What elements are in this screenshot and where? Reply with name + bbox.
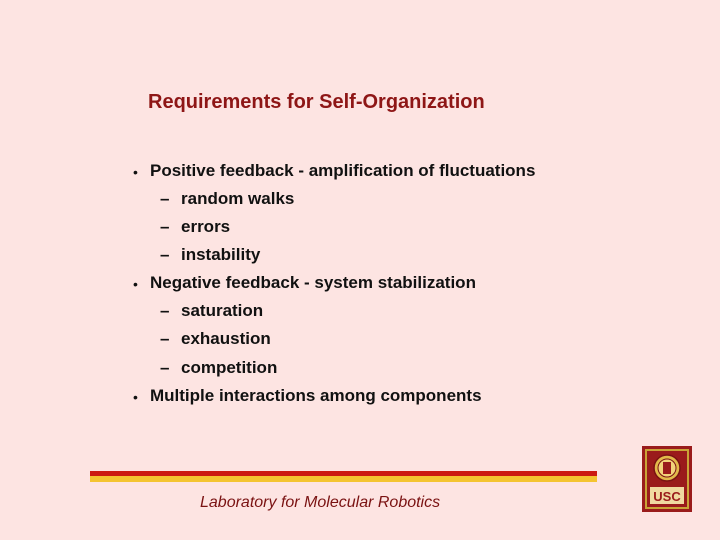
bullet-item-positive-feedback: Positive feedback - amplification of fluctuations xyxy=(150,161,536,180)
subitem-instability: instability xyxy=(181,245,261,264)
bullet-marker: • xyxy=(133,276,138,292)
slide-title: Requirements for Self-Organization xyxy=(148,91,485,113)
bullet-marker: • xyxy=(133,164,138,180)
subitem-saturation: saturation xyxy=(181,301,264,320)
subitem-competition: competition xyxy=(181,358,278,377)
footer-label: Laboratory for Molecular Robotics xyxy=(200,494,441,511)
dash-marker: – xyxy=(160,189,170,208)
bullet-marker: • xyxy=(133,389,138,405)
dash-marker: – xyxy=(160,358,170,377)
dash-marker: – xyxy=(160,329,170,348)
dash-marker: – xyxy=(160,217,170,236)
logo-text: USC xyxy=(653,489,681,504)
subitem-exhaustion: exhaustion xyxy=(181,329,271,348)
bullet-item-negative-feedback: Negative feedback - system stabilization xyxy=(150,273,476,292)
subitem-errors: errors xyxy=(181,217,231,236)
subitem-random-walks: random walks xyxy=(181,189,295,208)
footer-divider-gold xyxy=(90,476,597,482)
university-seal-logo xyxy=(642,446,692,512)
bullet-item-multiple-interactions: Multiple interactions among components xyxy=(150,386,482,405)
dash-marker: – xyxy=(160,245,170,264)
dash-marker: – xyxy=(160,301,170,320)
